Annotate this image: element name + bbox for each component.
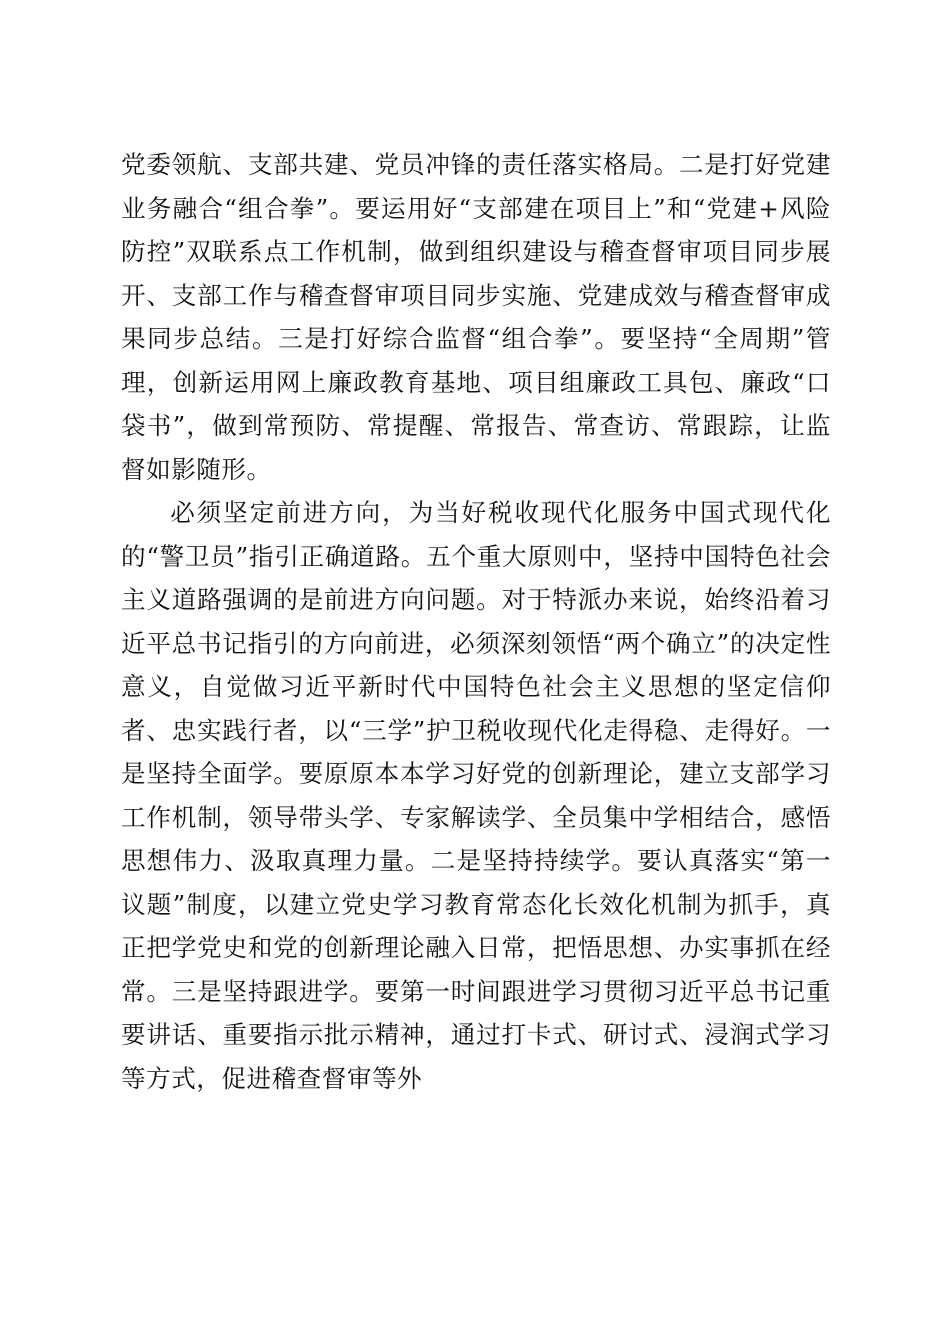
paragraph-continuation: 党委领航、支部共建、党员冲锋的责任落实格局。二是打好党建业务融合“组合拳”。要运用好“支部建在项目上”和“党建+风险防控”双联系点工作机制，做到组织建设与稽查督审项目同步展开、支部工作与稽查督审项目同步实施、党建成效与稽查督审成果同步总结。三是打好综合监督“组合拳”。要坚持“全周期”管理，创新运用网上廉政教育基地、项目组廉政工具包、廉政“口袋书”，做到常预防、常提醒、常报告、常查访、常跟踪，让监督如影随形。 (121, 150, 831, 484)
paragraph-direction: 必须坚定前进方向，为当好税收现代化服务中国式现代化的“警卫员”指引正确道路。五个重大原则中，坚持中国特色社会主义道路强调的是前进方向问题。对于特派办来说，始终沿着习近平总书记指引的方向前进，必须深刻领悟“两个确立”的决定性意义，自觉做习近平新时代中国特色社会主义思想的坚定信仰者、忠实践行者，以“三学”护卫税收现代化走得稳、走得好。一是坚持全面学。要原原本本学习好党的创新理论，建立支部学习工作机制，领导带头学、专家解读学、全员集中学相结合，感悟思想伟力、汲取真理力量。二是坚持持续学。要认真落实“第一议题”制度，以建立党史学习教育常态化长效化机制为抓手，真正把学党史和党的创新理论融入日常，把悟思想、办实事抓在经常。三是坚持跟进学。要第一时间跟进学习贯彻习近平总书记重要讲话、重要指示批示精神，通过打卡式、研讨式、浸润式学习等方式，促进稽查督审等外 (121, 498, 831, 1093)
document-body (121, 143, 831, 1100)
